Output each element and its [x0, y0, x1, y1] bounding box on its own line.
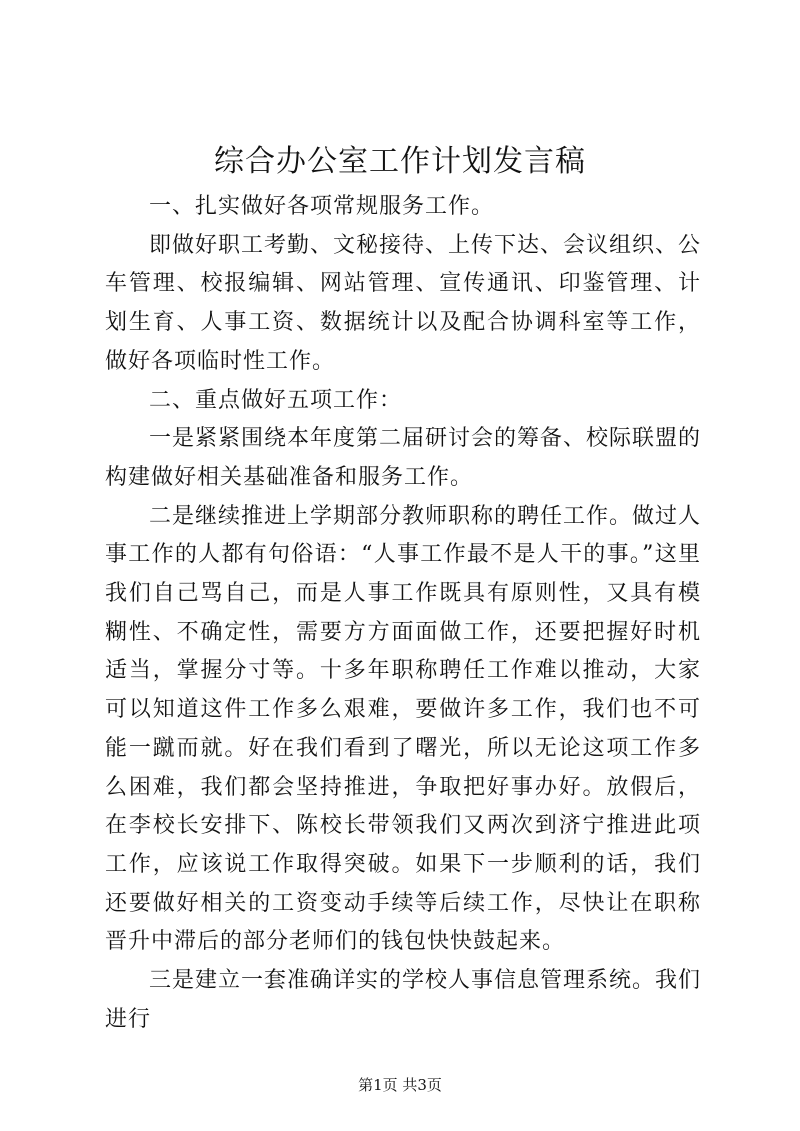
document-body	[105, 188, 701, 1039]
paragraph-section-2-heading: 二、重点做好五项工作：	[149, 387, 403, 413]
paragraph-task-two: 二是继续推进上学期部分教师职称的聘任工作。做过人事工作的人都有句俗语：“人事工作最不是人干的事。”这里我们自己骂自己，而是人事工作既具有原则性，又具有模糊性、不确定性，需要方方面面做工作，还要把握好时机适当，掌握分寸等。十多年职称聘任工作难以推动，大家可以知道这件工作多么艰难，要做许多工作，我们也不可能一蹴而就。好在我们看到了曙光，所以无论这项工作多么困难，我们都会坚持推进，争取把好事办好。放假后，在李校长安排下、陈校长带领我们又两次到济宁推进此项工作，应该说工作取得突破。如果下一步顺利的话，我们还要做好相关的工资变动手续等后续工作，尽快让在职称晋升中滞后的部分老师们的钱包快快鼓起来。	[105, 503, 702, 955]
page-footer: 第1页 共3页	[358, 1076, 442, 1094]
paragraph-routine-duties: 即做好职工考勤、文秘接待、上传下达、会议组织、公车管理、校报编辑、网站管理、宣传通讯、印鉴管理、计划生育、人事工资、数据统计以及配合协调科室等工作，做好各项临时性工作。	[105, 232, 702, 374]
paragraph-section-1-heading: 一、扎实做好各项常规服务工作。	[149, 194, 495, 219]
paragraph-task-three: 三是建立一套准确详实的学校人事信息管理系统。我们进行	[105, 968, 702, 1032]
paragraph-task-one: 一是紧紧围绕本年度第二届研讨会的筹备、校际联盟的构建做好相关基础准备和服务工作。	[105, 426, 702, 490]
document-title: 综合办公室工作计划发言稿	[214, 144, 586, 179]
